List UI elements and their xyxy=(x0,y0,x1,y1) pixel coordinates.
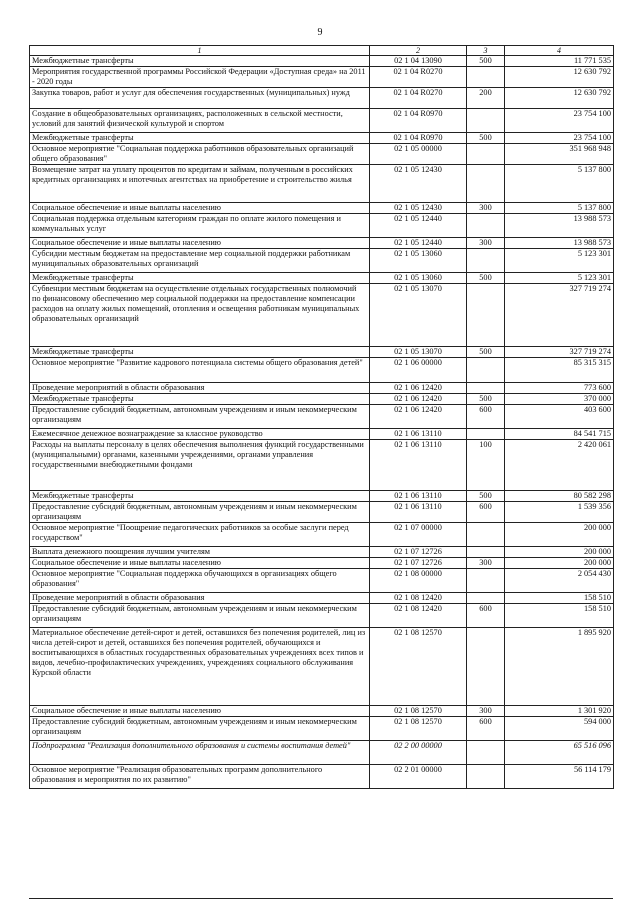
row-name-cell: Социальное обеспечение и иные выплаты населению xyxy=(30,558,370,569)
row-amount-cell: 594 000 xyxy=(505,717,614,741)
row-name-cell: Межбюджетные трансферты xyxy=(30,394,370,405)
row-type-cell: 500 xyxy=(467,56,505,67)
table-row xyxy=(30,284,614,347)
table-row xyxy=(30,273,614,284)
row-code-cell: 02 1 05 12430 xyxy=(370,165,467,203)
table-body xyxy=(30,56,614,789)
row-type-cell xyxy=(467,67,505,88)
row-amount-cell: 327 719 274 xyxy=(505,284,614,347)
row-type-cell xyxy=(467,358,505,383)
row-code-cell: 02 1 08 12420 xyxy=(370,593,467,604)
row-amount-cell: 5 123 301 xyxy=(505,249,614,273)
row-amount-cell: 200 000 xyxy=(505,547,614,558)
row-amount-cell: 12 630 792 xyxy=(505,88,614,109)
row-code-cell: 02 1 08 12570 xyxy=(370,628,467,706)
row-amount-cell: 370 000 xyxy=(505,394,614,405)
table-row xyxy=(30,405,614,429)
table-row xyxy=(30,347,614,358)
row-amount-cell: 351 968 948 xyxy=(505,144,614,165)
row-amount-cell: 5 123 301 xyxy=(505,273,614,284)
row-name-cell: Межбюджетные трансферты xyxy=(30,133,370,144)
row-code-cell: 02 2 00 00000 xyxy=(370,741,467,765)
row-code-cell: 02 1 05 13060 xyxy=(370,249,467,273)
row-type-cell: 200 xyxy=(467,88,505,109)
row-amount-cell: 158 510 xyxy=(505,604,614,628)
row-amount-cell: 773 600 xyxy=(505,383,614,394)
row-type-cell: 500 xyxy=(467,133,505,144)
row-amount-cell: 11 771 535 xyxy=(505,56,614,67)
table-row xyxy=(30,144,614,165)
row-type-cell: 500 xyxy=(467,347,505,358)
table-row xyxy=(30,523,614,547)
row-code-cell: 02 1 05 12430 xyxy=(370,203,467,214)
table-row xyxy=(30,109,614,133)
row-name-cell: Проведение мероприятий в области образования xyxy=(30,383,370,394)
row-type-cell xyxy=(467,109,505,133)
row-code-cell: 02 1 06 13110 xyxy=(370,502,467,523)
row-type-cell xyxy=(467,165,505,203)
row-code-cell: 02 1 06 12420 xyxy=(370,405,467,429)
row-amount-cell: 23 754 100 xyxy=(505,109,614,133)
row-name-cell: Подпрограмма "Реализация дополнительного образования и системы воспитания детей" xyxy=(30,741,370,765)
row-type-cell: 600 xyxy=(467,717,505,741)
table-row xyxy=(30,394,614,405)
bottom-rule xyxy=(29,898,613,899)
table-row xyxy=(30,717,614,741)
row-name-cell: Межбюджетные трансферты xyxy=(30,491,370,502)
row-type-cell: 300 xyxy=(467,706,505,717)
row-amount-cell: 1 539 356 xyxy=(505,502,614,523)
row-code-cell: 02 1 05 13070 xyxy=(370,347,467,358)
row-type-cell xyxy=(467,144,505,165)
row-name-cell: Ежемесячное денежное вознаграждение за классное руководство xyxy=(30,429,370,440)
table-row xyxy=(30,249,614,273)
row-type-cell xyxy=(467,547,505,558)
table-row xyxy=(30,706,614,717)
row-amount-cell: 5 137 800 xyxy=(505,203,614,214)
table-header-row xyxy=(30,46,614,56)
row-type-cell: 100 xyxy=(467,440,505,491)
row-type-cell xyxy=(467,593,505,604)
row-name-cell: Основное мероприятие "Социальная поддержка обучающихся в организациях общего образования" xyxy=(30,569,370,593)
row-type-cell xyxy=(467,214,505,238)
row-amount-cell: 23 754 100 xyxy=(505,133,614,144)
row-name-cell: Материальное обеспечение детей-сирот и детей, оставшихся без попечения родителей, лиц из числа детей-сирот и детей, оставшихся без попечения родителей, обучающихся и воспитывающихся в областных государственных образовательных учреждениях всех типов и видов, лечебно-профилактических учреждениях, учреждениях социального обслуживания Курской области xyxy=(30,628,370,706)
table-row xyxy=(30,238,614,249)
row-amount-cell: 13 988 573 xyxy=(505,214,614,238)
row-name-cell: Выплата денежного поощрения лучшим учителям xyxy=(30,547,370,558)
row-name-cell: Предоставление субсидий бюджетным, автономным учреждениям и иным некоммерческим организациям xyxy=(30,502,370,523)
row-type-cell: 300 xyxy=(467,558,505,569)
row-name-cell: Предоставление субсидий бюджетным, автономным учреждениям и иным некоммерческим организациям xyxy=(30,405,370,429)
row-type-cell xyxy=(467,569,505,593)
row-amount-cell: 158 510 xyxy=(505,593,614,604)
table-row xyxy=(30,491,614,502)
row-type-cell xyxy=(467,741,505,765)
row-amount-cell: 200 000 xyxy=(505,558,614,569)
row-code-cell: 02 1 08 12570 xyxy=(370,717,467,741)
table-row xyxy=(30,429,614,440)
row-amount-cell: 327 719 274 xyxy=(505,347,614,358)
row-type-cell: 300 xyxy=(467,238,505,249)
header-col-code: 2 xyxy=(370,46,467,56)
table-row xyxy=(30,604,614,628)
row-code-cell: 02 1 04 R0270 xyxy=(370,88,467,109)
row-amount-cell: 2 054 430 xyxy=(505,569,614,593)
row-amount-cell: 65 516 096 xyxy=(505,741,614,765)
table-row xyxy=(30,765,614,789)
row-name-cell: Межбюджетные трансферты xyxy=(30,56,370,67)
row-code-cell: 02 1 06 12420 xyxy=(370,383,467,394)
row-code-cell: 02 1 07 12726 xyxy=(370,547,467,558)
row-amount-cell: 403 600 xyxy=(505,405,614,429)
table-row xyxy=(30,56,614,67)
row-name-cell: Создание в общеобразовательных организациях, расположенных в сельской местности, условий для занятий физической культурой и спортом xyxy=(30,109,370,133)
row-amount-cell: 84 541 715 xyxy=(505,429,614,440)
row-name-cell: Межбюджетные трансферты xyxy=(30,273,370,284)
row-code-cell: 02 1 06 13110 xyxy=(370,491,467,502)
header-col-type: 3 xyxy=(467,46,505,56)
table-row xyxy=(30,628,614,706)
row-code-cell: 02 1 08 12420 xyxy=(370,604,467,628)
row-amount-cell: 1 895 920 xyxy=(505,628,614,706)
row-name-cell: Межбюджетные трансферты xyxy=(30,347,370,358)
row-code-cell: 02 1 05 00000 xyxy=(370,144,467,165)
table-row xyxy=(30,383,614,394)
row-code-cell: 02 1 05 12440 xyxy=(370,214,467,238)
row-type-cell xyxy=(467,249,505,273)
row-amount-cell: 1 301 920 xyxy=(505,706,614,717)
row-code-cell: 02 1 07 00000 xyxy=(370,523,467,547)
row-type-cell xyxy=(467,383,505,394)
row-code-cell: 02 2 01 00000 xyxy=(370,765,467,789)
page-number: 9 xyxy=(317,27,323,38)
table-row xyxy=(30,358,614,383)
row-type-cell xyxy=(467,284,505,347)
row-code-cell: 02 1 04 R0970 xyxy=(370,133,467,144)
row-code-cell: 02 1 05 13070 xyxy=(370,284,467,347)
row-name-cell: Основное мероприятие "Социальная поддержка работников образовательных организаций общего образования" xyxy=(30,144,370,165)
table-row xyxy=(30,203,614,214)
table-row xyxy=(30,165,614,203)
row-name-cell: Мероприятия государственной программы Российской Федерации «Доступная среда» на 2011 - 2020 годы xyxy=(30,67,370,88)
row-amount-cell: 85 315 315 xyxy=(505,358,614,383)
row-code-cell: 02 1 04 13090 xyxy=(370,56,467,67)
table-row xyxy=(30,558,614,569)
row-name-cell: Основное мероприятие "Развитие кадрового потенциала системы общего образования детей" xyxy=(30,358,370,383)
row-name-cell: Социальная поддержка отдельным категориям граждан по оплате жилого помещения и коммунальных услуг xyxy=(30,214,370,238)
table-row xyxy=(30,67,614,88)
row-type-cell xyxy=(467,523,505,547)
row-code-cell: 02 1 08 00000 xyxy=(370,569,467,593)
header-col-amount: 4 xyxy=(505,46,614,56)
row-amount-cell: 5 137 800 xyxy=(505,165,614,203)
table-row xyxy=(30,593,614,604)
row-name-cell: Предоставление субсидий бюджетным, автономным учреждениям и иным некоммерческим организациям xyxy=(30,717,370,741)
row-code-cell: 02 1 06 00000 xyxy=(370,358,467,383)
row-name-cell: Основное мероприятие "Реализация образовательных программ дополнительного образования и мероприятия по их развитию" xyxy=(30,765,370,789)
table-row xyxy=(30,440,614,491)
row-code-cell: 02 1 07 12726 xyxy=(370,558,467,569)
row-name-cell: Проведение мероприятий в области образования xyxy=(30,593,370,604)
row-amount-cell: 80 582 298 xyxy=(505,491,614,502)
row-name-cell: Предоставление субсидий бюджетным, автономным учреждениям и иным некоммерческим организациям xyxy=(30,604,370,628)
budget-table xyxy=(29,45,614,789)
row-name-cell: Субсидии местным бюджетам на предоставление мер социальной поддержки работникам муниципальных образовательных организаций xyxy=(30,249,370,273)
row-type-cell: 500 xyxy=(467,394,505,405)
row-amount-cell: 12 630 792 xyxy=(505,67,614,88)
row-type-cell xyxy=(467,765,505,789)
table-row xyxy=(30,547,614,558)
row-name-cell: Расходы на выплаты персоналу в целях обеспечения выполнения функций государственными (муниципальными) органами, казенными учреждениями, органами управления государственными внебюджетными фондами xyxy=(30,440,370,491)
row-type-cell: 600 xyxy=(467,405,505,429)
row-type-cell: 600 xyxy=(467,604,505,628)
table-row xyxy=(30,133,614,144)
row-amount-cell: 200 000 xyxy=(505,523,614,547)
row-type-cell: 600 xyxy=(467,502,505,523)
table-row xyxy=(30,741,614,765)
row-code-cell: 02 1 05 12440 xyxy=(370,238,467,249)
row-code-cell: 02 1 04 R0270 xyxy=(370,67,467,88)
row-code-cell: 02 1 04 R0970 xyxy=(370,109,467,133)
row-name-cell: Социальное обеспечение и иные выплаты населению xyxy=(30,238,370,249)
table-row xyxy=(30,88,614,109)
row-name-cell: Закупка товаров, работ и услуг для обеспечения государственных (муниципальных) нужд xyxy=(30,88,370,109)
row-code-cell: 02 1 08 12570 xyxy=(370,706,467,717)
row-type-cell: 500 xyxy=(467,273,505,284)
row-type-cell xyxy=(467,429,505,440)
row-type-cell: 500 xyxy=(467,491,505,502)
row-name-cell: Социальное обеспечение и иные выплаты населению xyxy=(30,203,370,214)
table-row xyxy=(30,502,614,523)
table-row xyxy=(30,569,614,593)
row-name-cell: Субвенции местным бюджетам на осуществление отдельных государственных полномочий по финансовому обеспечению мер социальной поддержки на предоставление компенсации расходов на оплату жилых помещений, отопления и освещения работникам муниципальных образовательных организаций xyxy=(30,284,370,347)
row-amount-cell: 13 988 573 xyxy=(505,238,614,249)
row-code-cell: 02 1 06 12420 xyxy=(370,394,467,405)
row-type-cell: 300 xyxy=(467,203,505,214)
row-code-cell: 02 1 06 13110 xyxy=(370,440,467,491)
row-amount-cell: 56 114 179 xyxy=(505,765,614,789)
row-name-cell: Социальное обеспечение и иные выплаты населению xyxy=(30,706,370,717)
header-col-name: 1 xyxy=(30,46,370,56)
row-amount-cell: 2 420 061 xyxy=(505,440,614,491)
row-code-cell: 02 1 06 13110 xyxy=(370,429,467,440)
row-name-cell: Возмещение затрат на уплату процентов по кредитам и займам, полученным в российских кредитных организациях и ипотечных агентствах на приобретение и строительство жилья xyxy=(30,165,370,203)
table-row xyxy=(30,214,614,238)
row-code-cell: 02 1 05 13060 xyxy=(370,273,467,284)
row-name-cell: Основное мероприятие "Поощрение педагогических работников за особые заслуги перед государством" xyxy=(30,523,370,547)
row-type-cell xyxy=(467,628,505,706)
